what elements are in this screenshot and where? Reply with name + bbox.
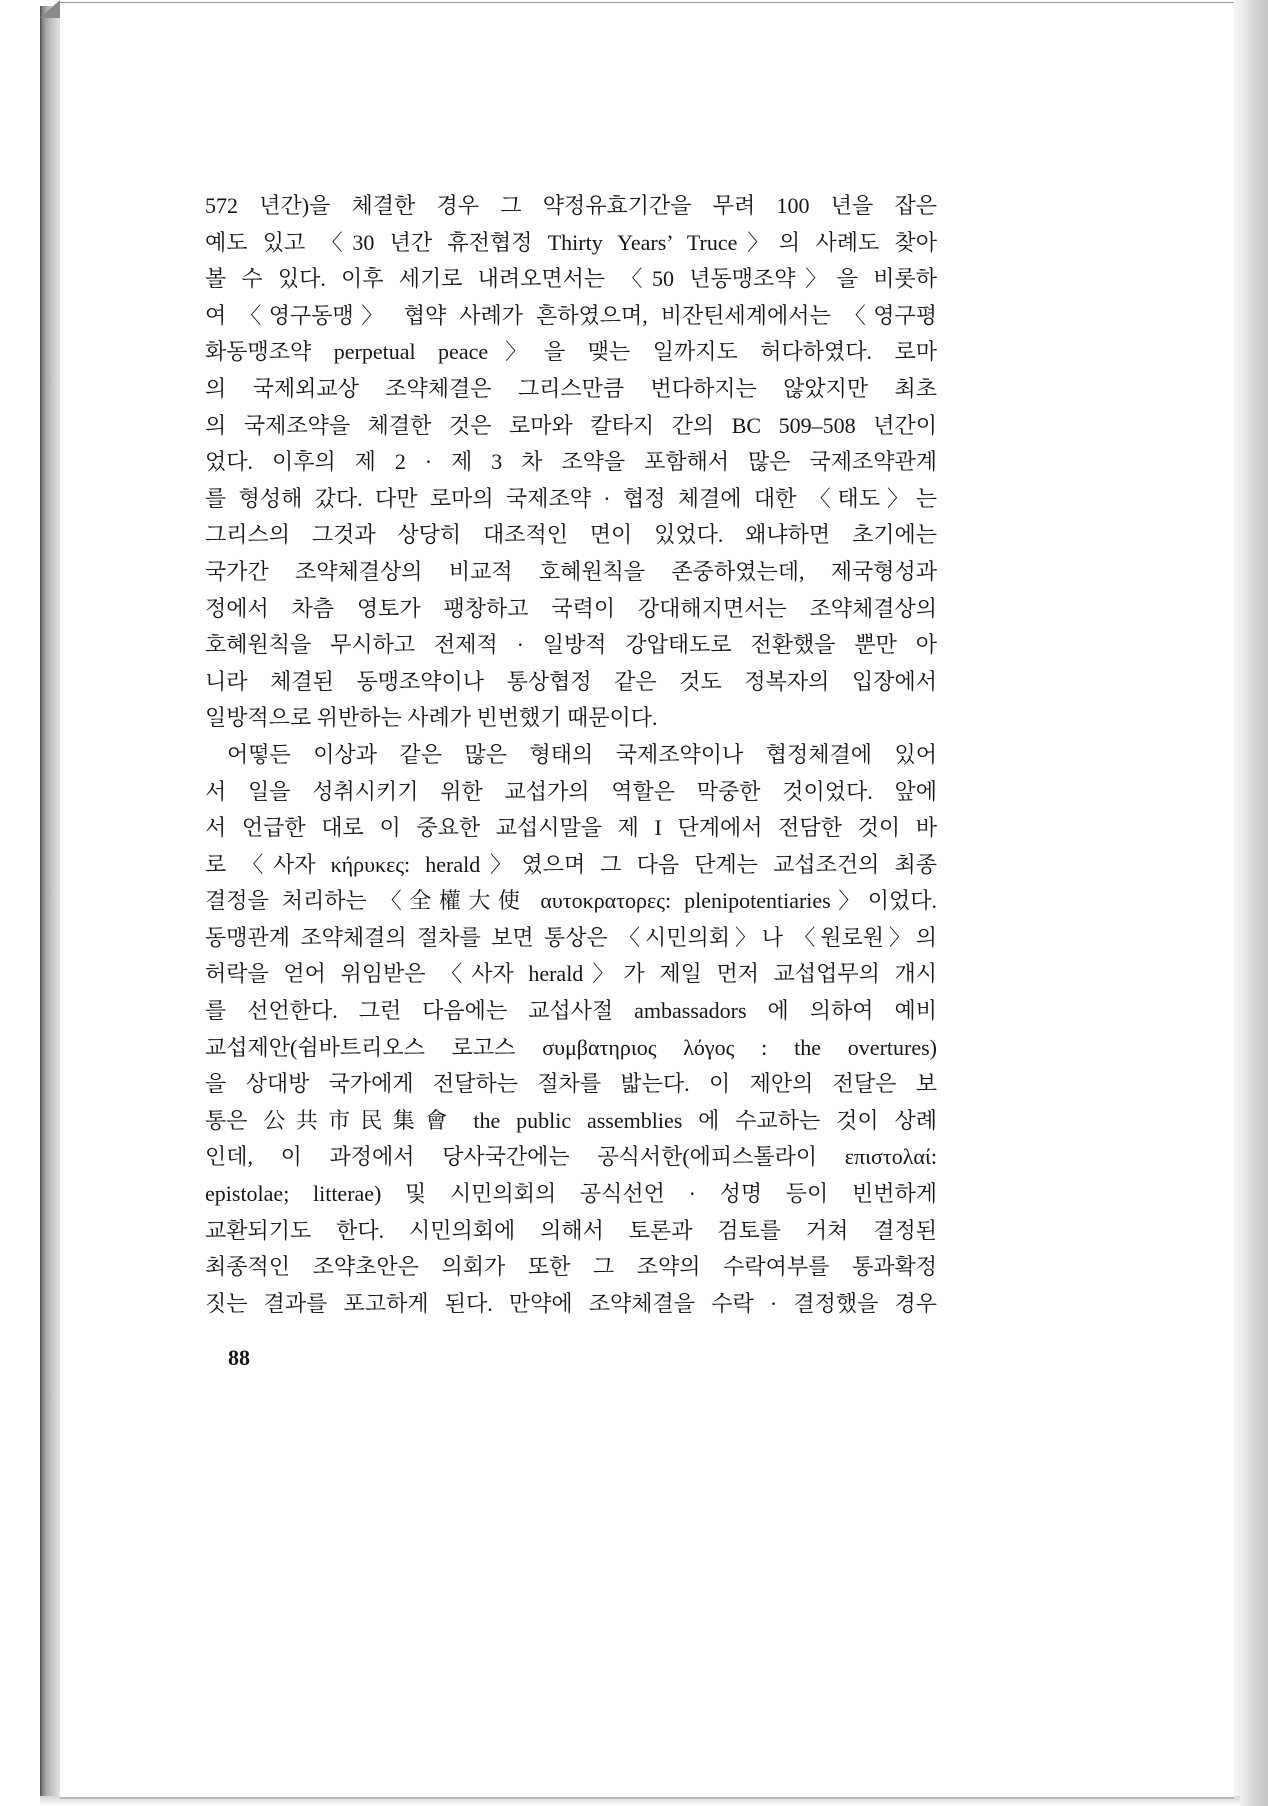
text-line-paragraph-end: 일방적으로 위반하는 사례가 빈번했기 때문이다. bbox=[205, 705, 658, 731]
text-line: 를 형성해 갔다. 다만 로마의 국제조약 · 협정 체결에 대한 〈태도〉는 bbox=[205, 485, 937, 511]
text-line: 결정을 처리하는 〈全權大使 αυτοκρατορες: plenipotentiaries〉이었다. bbox=[205, 888, 937, 914]
text-line: 의 국제외교상 조약체결은 그리스만큼 번다하지는 않았지만 최초 bbox=[205, 375, 937, 401]
text-line: 그리스의 그것과 상당히 대조적인 면이 있었다. 왜냐하면 초기에는 bbox=[205, 522, 937, 548]
text-line: 볼 수 있다. 이후 세기로 내려오면서는 〈50 년동맹조약〉을 비롯하 bbox=[205, 266, 937, 292]
text-line: 화동맹조약 perpetual peace〉을 맺는 일까지도 허다하였다. 로마 bbox=[205, 339, 937, 365]
text-line: 교환되기도 한다. 시민의회에 의해서 토론과 검토를 거쳐 결정된 bbox=[205, 1217, 937, 1243]
text-line: 교섭제안(쉼바트리오스 로고스 συμβατηριος λόγος : the overtures) bbox=[205, 1034, 937, 1060]
text-line: 니라 체결된 동맹조약이나 통상협정 같은 것도 정복자의 입장에서 bbox=[205, 668, 937, 694]
text-line: 통은 公共市民集會 the public assemblies 에 수교하는 것이 상례 bbox=[205, 1107, 937, 1133]
text-line: 었다. 이후의 제 2 · 제 3 차 조약을 포함해서 많은 국제조약관계 bbox=[205, 449, 937, 475]
text-line: 국가간 조약체결상의 비교적 호혜원칙을 존중하였는데, 제국형성과 bbox=[205, 558, 937, 584]
text-line: epistolae; litterae) 및 시민의회의 공식선언 · 성명 등이 빈번하게 bbox=[205, 1181, 937, 1207]
body-text bbox=[205, 188, 937, 1322]
text-line: 짓는 결과를 포고하게 된다. 만약에 조약체결을 수락 · 결정했을 경우 bbox=[205, 1290, 937, 1316]
text-line: 정에서 차츰 영토가 팽창하고 국력이 강대해지면서는 조약체결상의 bbox=[205, 595, 937, 621]
text-line: 로 〈사자 κήρυκες: herald〉였으며 그 다음 단계는 교섭조건의 최종 bbox=[205, 851, 937, 877]
text-line: 서 일을 성취시키기 위한 교섭가의 역할은 막중한 것이었다. 앞에 bbox=[205, 778, 937, 804]
text-line: 동맹관계 조약체결의 절차를 보면 통상은 〈시민의회〉나 〈원로원〉의 bbox=[205, 924, 937, 950]
text-line: 인데, 이 과정에서 당사국간에는 공식서한(에피스톨라이 επιστολαί: bbox=[205, 1144, 937, 1170]
text-line: 572 년간)을 체결한 경우 그 약정유효기간을 무려 100 년을 잡은 bbox=[205, 193, 937, 218]
text-line: 예도 있고 〈30 년간 휴전협정 Thirty Years’ Truce〉의 사례도 찾아 bbox=[205, 229, 937, 255]
page-edge-binding bbox=[40, 6, 60, 1796]
text-line: 호혜원칙을 무시하고 전제적 · 일방적 강압태도로 전환했을 뿐만 아 bbox=[205, 632, 937, 658]
text-line: 서 언급한 대로 이 중요한 교섭시말을 제 I 단계에서 전담한 것이 바 bbox=[205, 815, 937, 841]
book-page bbox=[60, 2, 1234, 1799]
text-line: 의 국제조약을 체결한 것은 로마와 칼타지 간의 BC 509–508 년간이 bbox=[205, 412, 937, 438]
text-line: 을 상대방 국가에게 전달하는 절차를 밟는다. 이 제안의 전달은 보 bbox=[205, 1071, 937, 1097]
text-line-paragraph-start: 어떻든 이상과 같은 많은 형태의 국제조약이나 협정체결에 있어 bbox=[227, 741, 937, 767]
page-number: 88 bbox=[228, 1345, 250, 1370]
text-line: 여 〈영구동맹〉 협약 사례가 흔하였으며, 비잔틴세계에서는 〈영구평 bbox=[205, 302, 937, 328]
page-corner-fold bbox=[40, 0, 60, 18]
text-line: 최종적인 조약초안은 의회가 또한 그 조약의 수락여부를 통과확정 bbox=[205, 1254, 937, 1280]
text-line: 를 선언한다. 그런 다음에는 교섭사절 ambassadors 에 의하여 예비 bbox=[205, 998, 937, 1024]
text-line: 허락을 얻어 위임받은 〈사자 herald〉가 제일 먼저 교섭업무의 개시 bbox=[205, 961, 937, 987]
